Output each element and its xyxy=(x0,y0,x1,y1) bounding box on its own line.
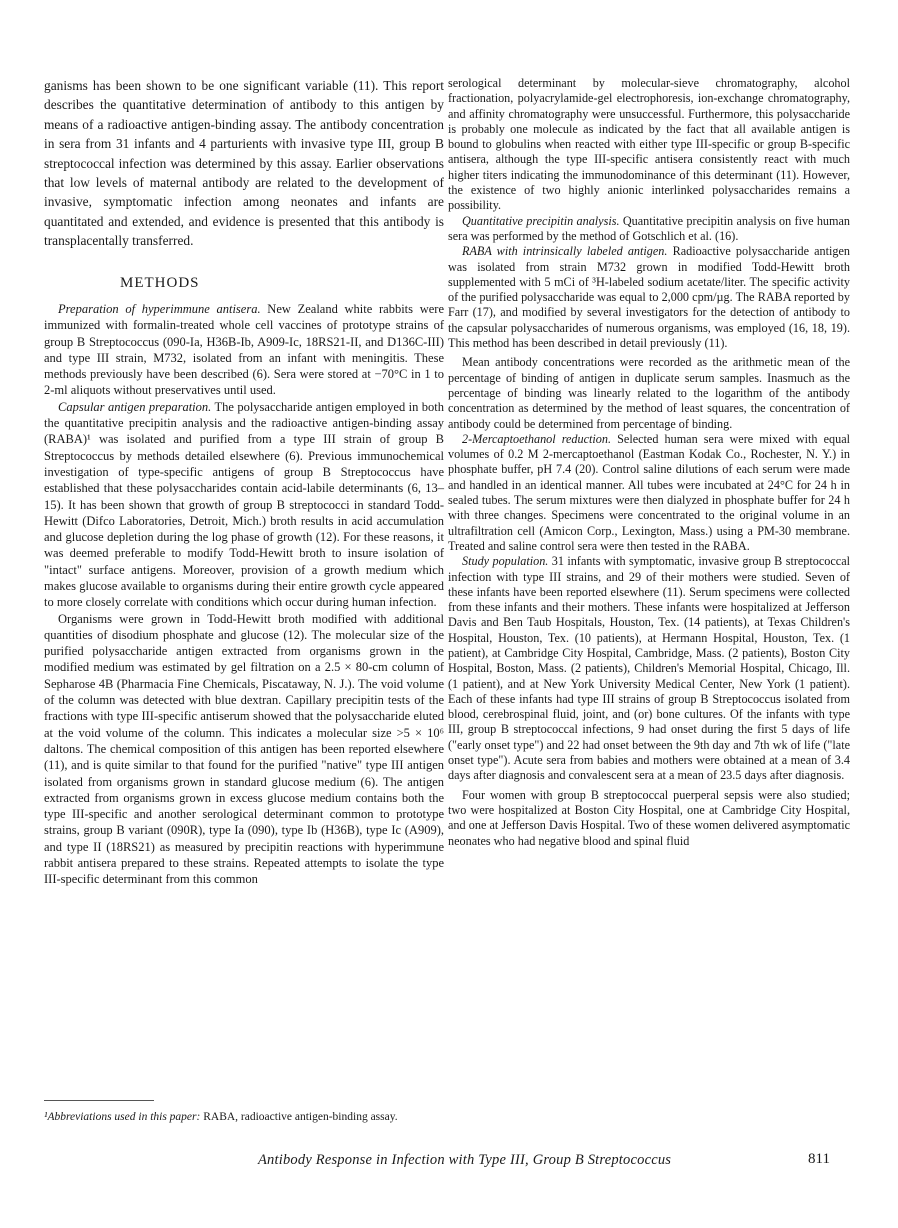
paragraph-text: Selected human sera were mixed with equal volumes of 0.2 M 2-mercaptoethanol (Eastman Kodak Co., Rochester, N. Y.) in phosphate buffer, pH 7.4 (20). Control saline dilutions of each serum were made and handled in an identical manner. All tubes were incubated at 24°C for 24 h in sealed tubes. The serum mixtures were then dialyzed in phosphate buffer for 24 h with three changes. Specimens were concentrated to the original volume in an ultrafiltration cell (Amicon Corp., Lexington, Mass.) using a PM-30 membrane. Treated and saline control sera were then tested in the RABA. xyxy=(448,431,850,553)
paragraph-mercaptoethanol xyxy=(448,432,850,554)
methods-heading: METHODS xyxy=(120,274,200,291)
runin-heading: Capsular antigen preparation. xyxy=(58,399,212,414)
paragraph-text: Quantitative precipitin analysis on five human sera was performed by the method of Gotschlich et al. (16). xyxy=(448,213,850,243)
runin-heading: Preparation of hyperimmune antisera. xyxy=(58,301,261,316)
footnote-text: RABA, radioactive antigen-binding assay. xyxy=(200,1111,398,1123)
paragraph-raba xyxy=(448,244,850,351)
right-column xyxy=(448,76,850,849)
runin-heading: RABA with intrinsically labeled antigen. xyxy=(462,244,668,259)
running-title: Antibody Response in Infection with Type III, Group B Streptococcus xyxy=(258,1152,672,1168)
footnote xyxy=(44,1110,414,1124)
paragraph-continued: serological determinant by molecular-sieve chromatography, alcohol fractionation, polyacrylamide-gel electrophoresis, ion-exchange chromatography, and affinity chromatography were unsuccessful. Furthermore, this polysaccharide is probably one molecule as indicated by the fact that all available antigen is bound to globulins when reacted with either type III-specific or group B-specific antisera, although the type III-specific antisera consistently react with much higher titers indicating the immunodominance of this determinant (11). However, the existence of two highly anionic interlinked polysaccharides remains a possibility. xyxy=(448,76,850,213)
footnote-divider xyxy=(44,1100,154,1101)
left-column xyxy=(44,76,444,888)
runin-heading: Quantitative precipitin analysis. xyxy=(462,213,620,228)
paragraph-text: New Zealand white rabbits were immunized with formalin-treated whole cell vaccines of prototype strains of group B Streptococcus (090-Ia, H36B-Ib, A909-Ic, 18RS21-II, and D136C-III) and type III strain, M732, isolated from an infant with meningitis. These methods previously have been described (6). Sera were stored at −70°C in 1 to 2-ml aliquots without preservatives until used. xyxy=(44,301,444,398)
paragraph-mean-antibody: Mean antibody concentrations were recorded as the arithmetic mean of the percentage of binding of antigen in duplicate serum samples. Inasmuch as the percentage of binding was linearly related to the logarithm of the antibody concentration as determined by the method of least squares, the concentration of antibody could be determined from percentage of binding. xyxy=(448,355,850,431)
paragraph-four-women: Four women with group B streptococcal puerperal sepsis were also studied; two were hospitalized at Boston City Hospital, one at Cambridge City Hospital, and one at Jefferson Davis Hospital. Two of these women delivered asymptomatic neonates who had negative blood and spinal fluid xyxy=(448,787,850,848)
footnote-runin: ¹Abbreviations used in this paper: xyxy=(44,1111,201,1123)
paragraph-quantitative-precipitin xyxy=(448,214,850,245)
paragraph-study-population xyxy=(448,554,850,783)
runin-heading: 2-Mercaptoethanol reduction. xyxy=(462,431,612,446)
intro-paragraph: ganisms has been shown to be one significant variable (11). This report describes the quantitative determination of antibody to this antigen by means of a radioactive antigen-binding assay. The antibody concentration in sera from 31 infants and 4 parturients with invasive type III, group B streptococcal infection was determined by this assay. Earlier observations that low levels of maternal antibody are related to the development of invasive, symptomatic infection among neonates and infants are quantitated and extended, and evidence is presented that this antibody is transplacentally transferred. xyxy=(44,78,444,249)
page-number: 811 xyxy=(808,1151,830,1167)
paragraph-capsular-antigen xyxy=(44,399,444,611)
paragraph-organisms-grown: Organisms were grown in Todd-Hewitt broth modified with additional quantities of disodium phosphate and glucose (12). The molecular size of the purified polysaccharide antigen extracted from organisms grown in the modified medium was estimated by gel filtration on a 2.5 × 80-cm column of Sepharose 4B (Pharmacia Fine Chemicals, Piscataway, N. J.). The void volume of the column was detected with blue dextran. Capillary precipitin tests of the fractions with type III-specific antiserum showed that the polysaccharide eluted at the void volume of the column. This indicates a molecular size >5 × 10⁶ daltons. The chemical composition of this antigen has been reported elsewhere (11), and is quite similar to that found for the purified "native" type III antigen isolated from organisms grown in standard glucose medium (6). The antigen extracted from organisms grown in excess glucose medium contains both the type III-specific and another serological determinant common to prototype strains, group B variant (090R), type Ia (090), type Ib (H36B), type Ic (A909), and type II (18RS21) as measured by precipitin reactions with hyperimmune rabbit antisera prepared to these strains. Repeated attempts to isolate the type III-specific determinant from this common xyxy=(44,611,444,887)
runin-heading: Study population. xyxy=(462,554,549,569)
paragraph-text: 31 infants with symptomatic, invasive group B streptococcal infection with type III strains, and 29 of their mothers were studied. Seven of these infants have been reported elsewhere (11). Serum specimens were collected from these infants and their mothers. These infants were hospitalized at Jefferson Davis and Ben Taub Hospitals, Houston, Tex. (14 patients), at Texas Children's Hospital, Houston, Tex. (10 patients), at Hermann Hospital, Houston, Tex. (1 patient), at Cambridge City Hospital, Cambridge, Mass. (2 patients), Boston City Hospital, Boston, Mass. (2 patients), Children's Memorial Hospital, Chicago, Ill. (1 patient), and at New York University Medical Center, New York (1 patient). Each of these infants had type III strains of group B Streptococcus isolated from blood, cerebrospinal fluid, joint, and (or) bone cultures. Of the infants with type III, group B streptococcal infections, 9 had onset during the first 5 days of life ("early onset type") and 22 had onset between the 9th day and 7th wk of life ("late onset type"). Acute sera from babies and mothers were obtained at a mean of 3.4 days after diagnosis and convalescent sera at a mean of 23.5 days after diagnosis. xyxy=(448,554,850,783)
paragraph-text: The polysaccharide antigen employed in both the quantitative precipitin analysis and the radioactive antigen-binding assay (RABA)¹ was isolated and purified from a type III strain of group B Streptococcus by methods detailed elsewhere (6). Previous immunochemical investigation of type-specific antigens of group B Streptococcus have established that these polysaccharides contain acid-labile determinants (6, 13–15). It has been shown that growth of group B streptococci in standard Todd-Hewitt (Difco Laboratories, Detroit, Mich.) broth results in acid accumulation and glucose depletion during the log phase of growth (12). For these reasons, it was deemed preferable to modify Todd-Hewitt broth to insure isolation of "intact" surface antigens. Moreover, provision of a growth medium which makes glucose available to organisms during their entire growth cycle appeared to more closely correlate with conditions which occur during human infection. xyxy=(44,399,444,610)
paragraph-hyperimmune-antisera xyxy=(44,301,444,399)
paragraph-text: Radioactive polysaccharide antigen was isolated from strain M732 grown in modified Todd-Hewitt broth supplemented with 5 mCi of ³H-labeled sodium acetate/liter. The specific activity of the purified polysaccharide was equal to 2,000 cpm/µg. The RABA reported by Farr (17), and modified by several investigators for the detection of antibody to the capsular polysaccharides of numerous organisms, was employed (16, 18, 19). This method has been described in detail previously (11). xyxy=(448,244,851,351)
